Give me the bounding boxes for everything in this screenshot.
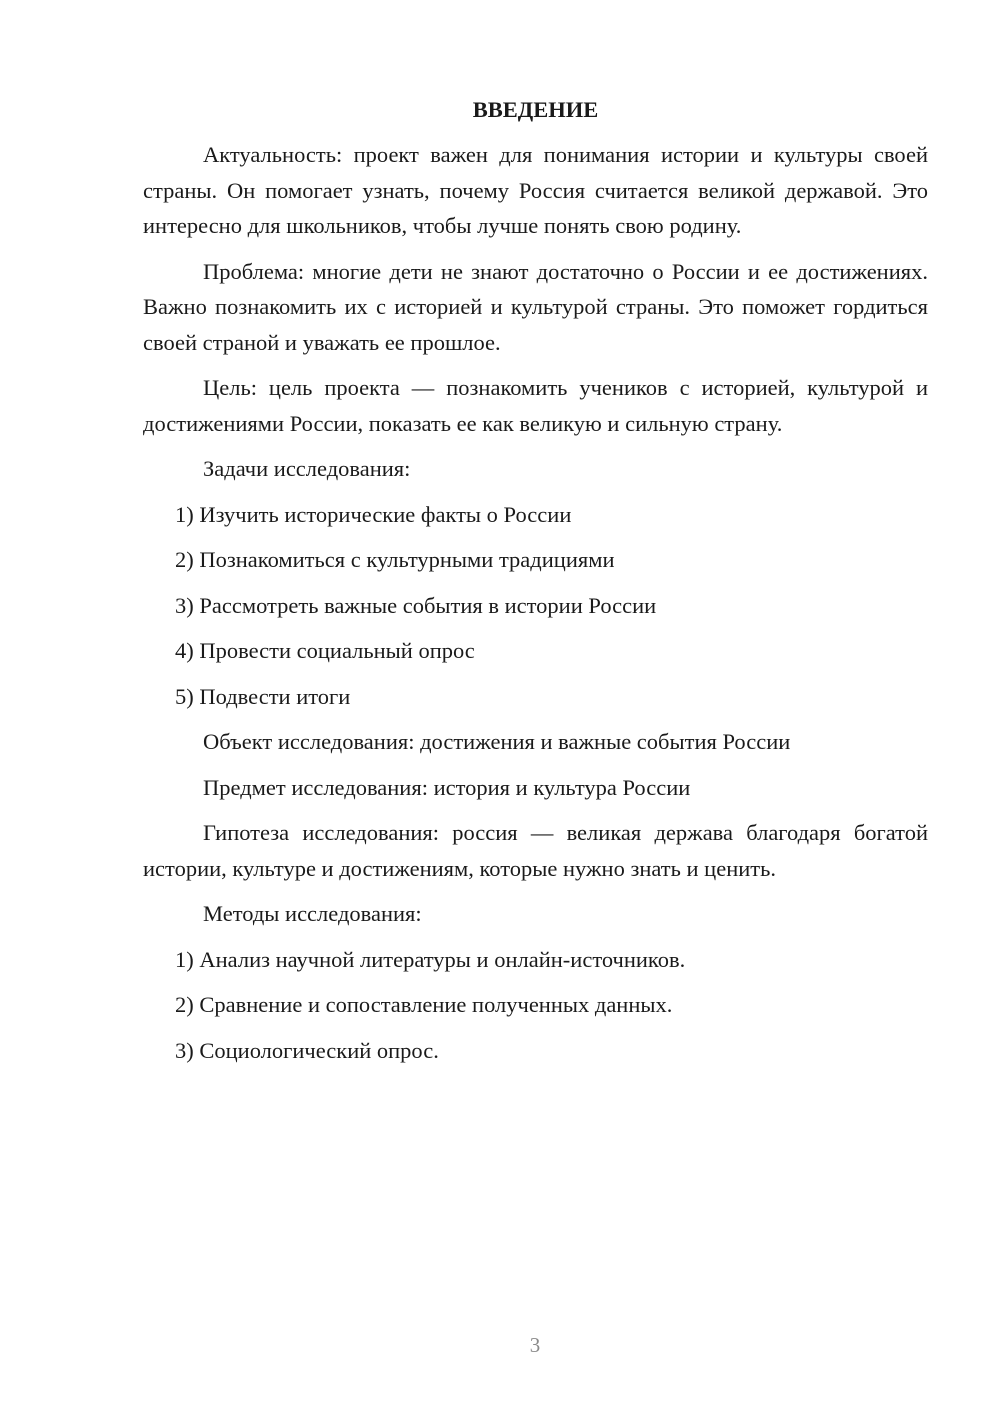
- list-item: 1) Анализ научной литературы и онлайн-источников.: [175, 946, 686, 972]
- list-item: 3) Рассмотреть важные события в истории России: [175, 592, 657, 618]
- page-number: 3: [529, 1333, 541, 1357]
- subject-line: Предмет исследования: история и культура России: [203, 774, 691, 800]
- list-item: 2) Сравнение и сопоставление полученных данных.: [175, 992, 673, 1017]
- list-item: 2) Познакомиться с культурными традициями: [175, 547, 615, 572]
- tasks-list: [143, 497, 928, 715]
- section-title: ВВЕДЕНИЕ: [472, 97, 599, 122]
- tasks-heading: Задачи исследования:: [203, 456, 411, 481]
- relevance-paragraph: Актуальность: проект важен для понимания истории и культуры своей страны. Он помогает узнать, почему Россия считается великой державой. Это интересно для школьников, чтобы лучше понять свою родину.: [143, 142, 928, 238]
- list-item: 4) Провести социальный опрос: [175, 638, 475, 663]
- hypothesis-paragraph: Гипотеза исследования: россия — великая держава благодаря богатой истории, культуре и достижениям, которые нужно знать и ценить.: [143, 820, 928, 881]
- list-item: 1) Изучить исторические факты о России: [175, 501, 572, 527]
- list-item: 3) Социологический опрос.: [175, 1037, 439, 1063]
- goal-paragraph: Цель: цель проекта — познакомить учеников с историей, культурой и достижениями России, показать ее как великую и сильную страну.: [143, 375, 928, 436]
- methods-heading: Методы исследования:: [203, 901, 422, 926]
- list-item: 5) Подвести итоги: [175, 683, 351, 709]
- problem-paragraph: Проблема: многие дети не знают достаточно о России и ее достижениях. Важно познакомить их с историей и культурой страны. Это поможет гордиться своей страной и уважать ее прошлое.: [143, 258, 928, 355]
- document-page: [143, 92, 928, 1078]
- methods-list: [143, 942, 928, 1069]
- object-line: Объект исследования: достижения и важные события России: [203, 729, 791, 754]
